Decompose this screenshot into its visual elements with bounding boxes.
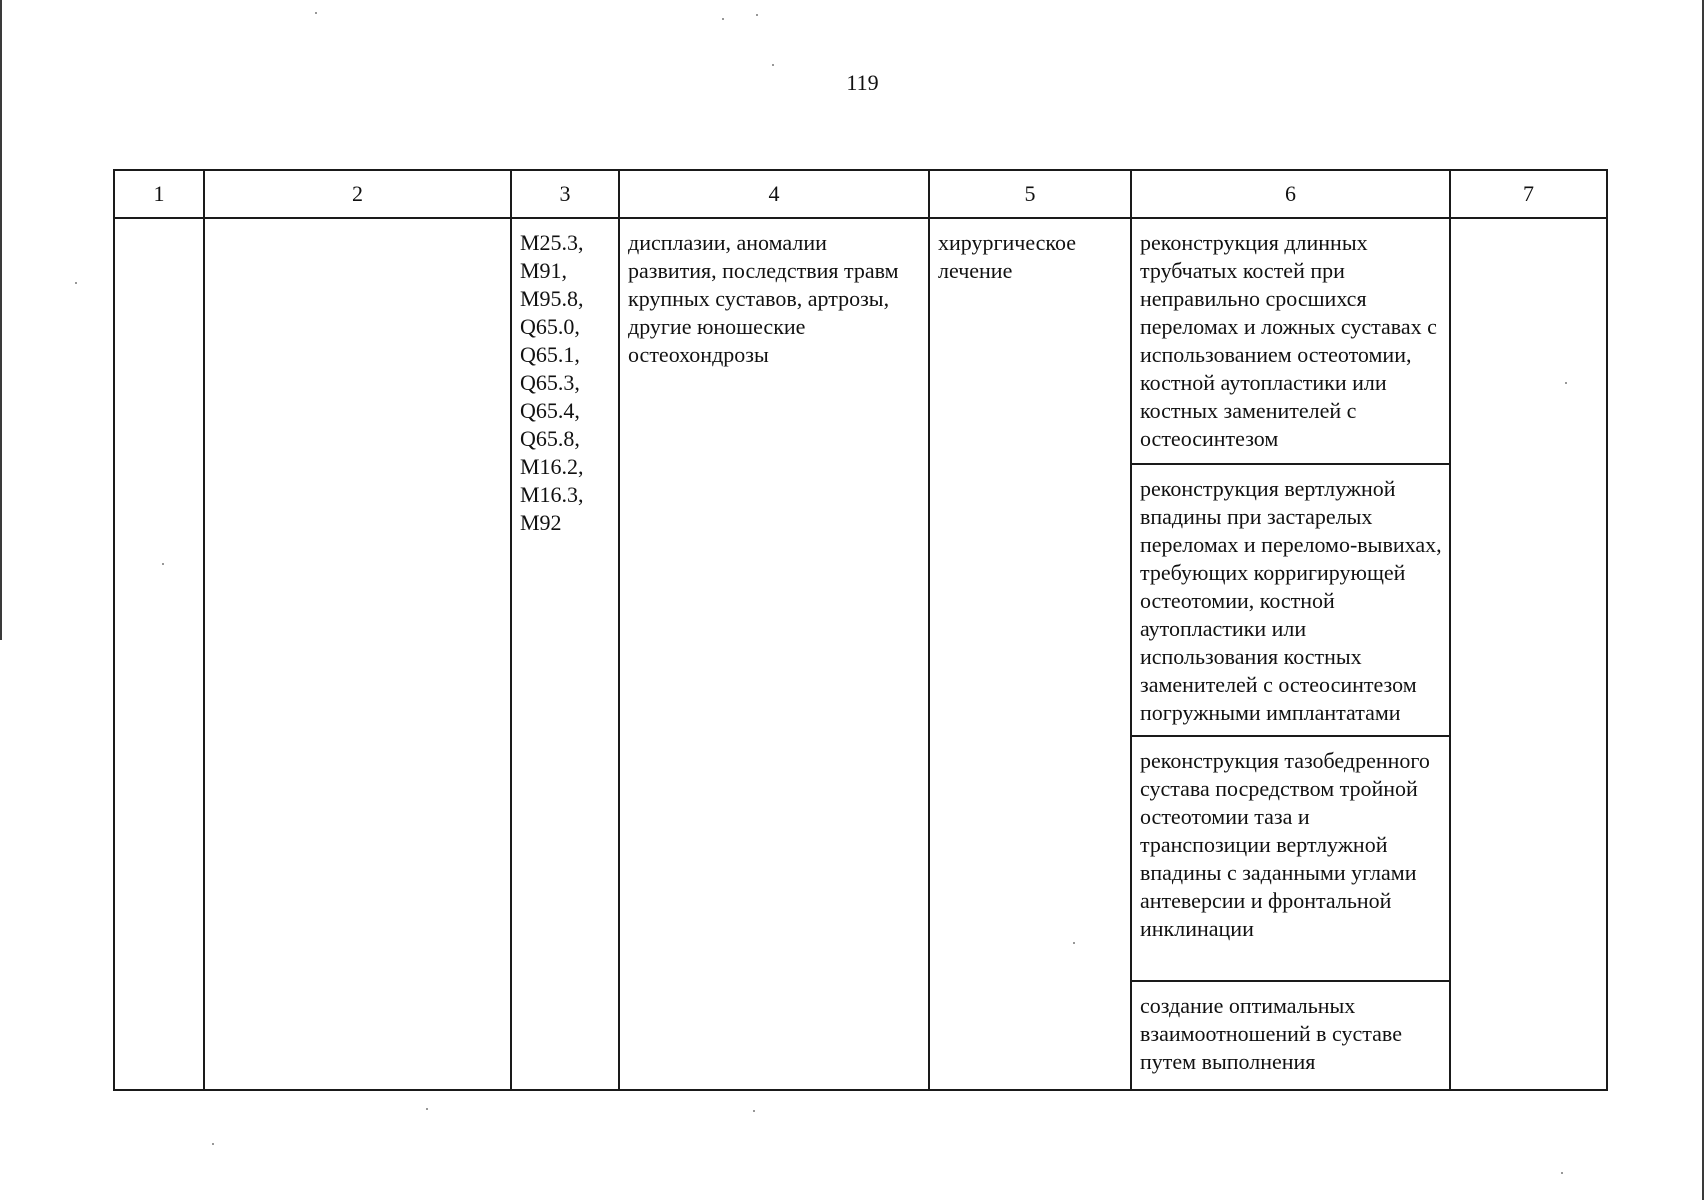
diagnosis-code: M95.8, bbox=[520, 286, 584, 311]
diagnosis-code: M25.3, bbox=[520, 230, 584, 255]
scan-speck bbox=[315, 12, 317, 14]
cell-col7 bbox=[1450, 218, 1607, 1090]
condition-text: дисплазии, аномалии развития, последствия травм крупных суставов, артрозы, другие юношеские остеохондрозы bbox=[628, 230, 899, 367]
cell-col1 bbox=[114, 218, 204, 1090]
medical-care-table bbox=[113, 169, 1608, 1091]
diagnosis-code: M16.3, bbox=[520, 482, 584, 507]
diagnosis-code: Q65.8, bbox=[520, 426, 580, 451]
scan-edge-right bbox=[1702, 0, 1704, 1200]
treatment-method: реконструкция длинных трубчатых костей при неправильно сросшихся переломах и ложных суставах с использованием остеотомии, костной аутопластики или костных заменителей с остеосинтезом bbox=[1132, 219, 1449, 465]
scan-speck bbox=[772, 64, 774, 66]
column-header-3: 3 bbox=[511, 170, 619, 218]
table-header-row bbox=[114, 170, 1607, 218]
diagnosis-code: M16.2, bbox=[520, 454, 584, 479]
scan-speck bbox=[722, 18, 724, 20]
treatment-method: реконструкция вертлужной впадины при застарелых переломах и переломо-вывихах, требующих корригирующей остеотомии, костной аутопластики или использования костных заменителей с остеосинтезом погружными имплантатами bbox=[1132, 465, 1449, 737]
cell-treatment-type bbox=[929, 218, 1131, 1090]
column-header-7: 7 bbox=[1450, 170, 1607, 218]
cell-condition bbox=[619, 218, 929, 1090]
cell-treatment-methods bbox=[1131, 218, 1450, 1090]
diagnosis-code: Q65.0, bbox=[520, 314, 580, 339]
diagnosis-code: Q65.3, bbox=[520, 370, 580, 395]
column-header-1: 1 bbox=[114, 170, 204, 218]
scan-speck bbox=[75, 282, 77, 284]
treatment-method: создание оптимальных взаимоотношений в суставе путем выполнения bbox=[1140, 993, 1402, 1074]
codes-list bbox=[512, 219, 618, 537]
page-number: 119 bbox=[846, 70, 879, 95]
column-header-5: 5 bbox=[929, 170, 1131, 218]
cell-col2 bbox=[204, 218, 511, 1090]
scan-speck bbox=[212, 1143, 214, 1145]
column-header-4: 4 bbox=[619, 170, 929, 218]
scan-speck bbox=[756, 14, 758, 16]
scan-speck bbox=[1561, 1172, 1563, 1174]
scan-speck bbox=[426, 1108, 428, 1110]
treatment-method: реконструкция тазобедренного сустава посредством тройной остеотомии таза и транспозиции вертлужной впадины с заданными углами антеверсии и фронтальной инклинации bbox=[1132, 737, 1449, 982]
treatment-type-text: хирургическое лечение bbox=[938, 230, 1077, 283]
scan-speck bbox=[753, 1110, 755, 1112]
cell-diagnosis-codes bbox=[511, 218, 619, 1090]
diagnosis-code: Q65.4, bbox=[520, 398, 580, 423]
diagnosis-code: Q65.1, bbox=[520, 342, 580, 367]
column-header-6: 6 bbox=[1131, 170, 1450, 218]
table-row bbox=[114, 218, 1607, 1090]
scan-edge-left bbox=[0, 0, 2, 640]
column-header-2: 2 bbox=[204, 170, 511, 218]
diagnosis-code: M92 bbox=[520, 510, 562, 535]
diagnosis-code: M91, bbox=[520, 258, 568, 283]
